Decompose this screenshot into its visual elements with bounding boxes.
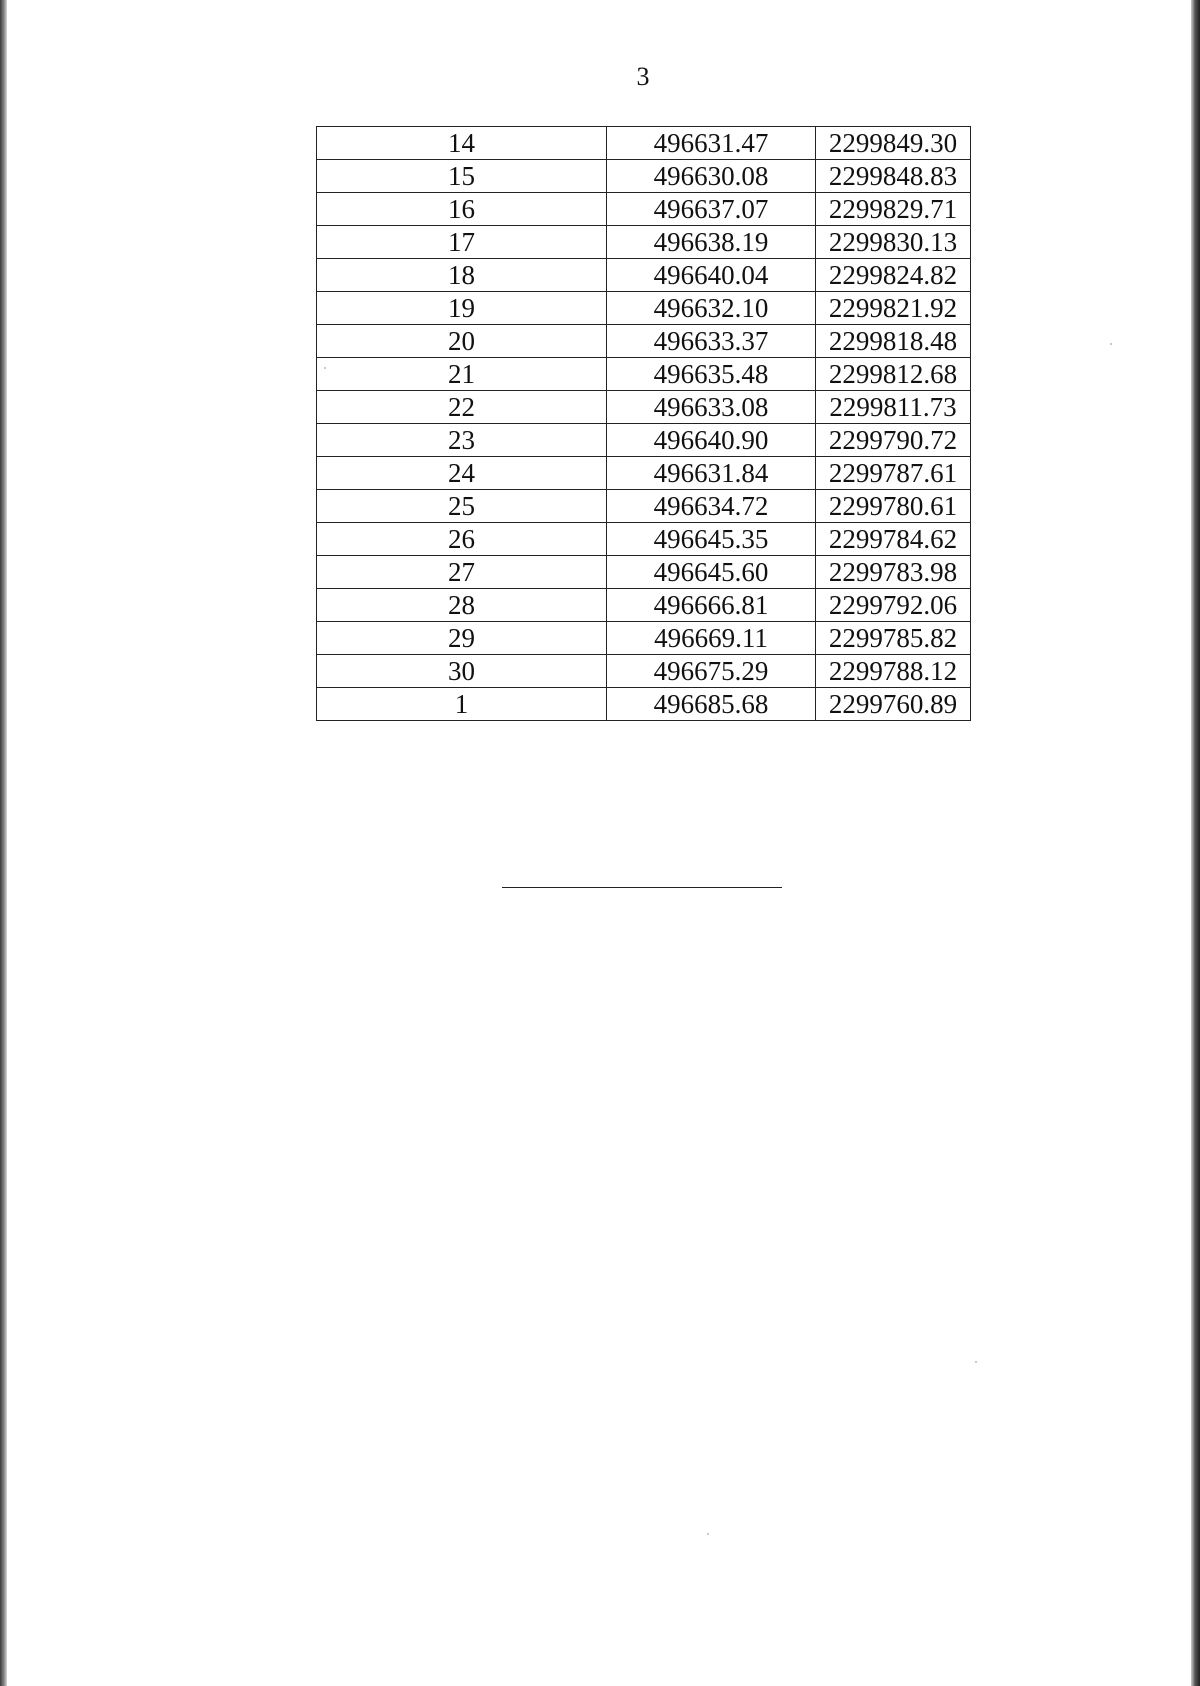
table-row — [317, 556, 971, 589]
point-number-cell: 22 — [317, 391, 607, 424]
scan-speck — [324, 367, 326, 369]
point-number-cell: 27 — [317, 556, 607, 589]
table-row — [317, 688, 971, 721]
coordinates-table-body — [317, 127, 971, 721]
y-coordinate-cell: 2299818.48 — [816, 325, 971, 358]
table-row — [317, 655, 971, 688]
table-row — [317, 622, 971, 655]
end-of-document-rule — [502, 887, 782, 888]
y-coordinate-cell: 2299790.72 — [816, 424, 971, 457]
x-coordinate-cell: 496637.07 — [607, 193, 816, 226]
point-number-cell: 24 — [317, 457, 607, 490]
point-number-cell: 25 — [317, 490, 607, 523]
x-coordinate-cell: 496638.19 — [607, 226, 816, 259]
scan-edge-right — [1191, 0, 1200, 1686]
page-number: 3 — [636, 62, 650, 91]
x-coordinate-cell: 496631.47 — [607, 127, 816, 160]
x-coordinate-cell: 496635.48 — [607, 358, 816, 391]
x-coordinate-cell: 496685.68 — [607, 688, 816, 721]
point-number-cell: 16 — [317, 193, 607, 226]
point-number-cell: 23 — [317, 424, 607, 457]
table-row — [317, 391, 971, 424]
table-row — [317, 292, 971, 325]
scan-speck — [707, 1533, 709, 1535]
point-number-cell: 18 — [317, 259, 607, 292]
point-number-cell: 19 — [317, 292, 607, 325]
x-coordinate-cell: 496666.81 — [607, 589, 816, 622]
y-coordinate-cell: 2299849.30 — [816, 127, 971, 160]
point-number-cell: 21 — [317, 358, 607, 391]
point-number-cell: 17 — [317, 226, 607, 259]
x-coordinate-cell: 496675.29 — [607, 655, 816, 688]
y-coordinate-cell: 2299788.12 — [816, 655, 971, 688]
y-coordinate-cell: 2299783.98 — [816, 556, 971, 589]
y-coordinate-cell: 2299830.13 — [816, 226, 971, 259]
x-coordinate-cell: 496640.04 — [607, 259, 816, 292]
y-coordinate-cell: 2299787.61 — [816, 457, 971, 490]
y-coordinate-cell: 2299780.61 — [816, 490, 971, 523]
table-row — [317, 127, 971, 160]
point-number-cell: 29 — [317, 622, 607, 655]
point-number-cell: 26 — [317, 523, 607, 556]
y-coordinate-cell: 2299785.82 — [816, 622, 971, 655]
scan-speck — [975, 1361, 977, 1363]
y-coordinate-cell: 2299812.68 — [816, 358, 971, 391]
y-coordinate-cell: 2299784.62 — [816, 523, 971, 556]
coordinates-table — [316, 126, 971, 721]
table-row — [317, 358, 971, 391]
x-coordinate-cell: 496645.35 — [607, 523, 816, 556]
point-number-cell: 1 — [317, 688, 607, 721]
y-coordinate-cell: 2299792.06 — [816, 589, 971, 622]
x-coordinate-cell: 496632.10 — [607, 292, 816, 325]
x-coordinate-cell: 496669.11 — [607, 622, 816, 655]
scan-speck — [1110, 343, 1112, 345]
y-coordinate-cell: 2299829.71 — [816, 193, 971, 226]
table-row — [317, 259, 971, 292]
y-coordinate-cell: 2299824.82 — [816, 259, 971, 292]
table-row — [317, 523, 971, 556]
x-coordinate-cell: 496631.84 — [607, 457, 816, 490]
scan-edge-left — [0, 0, 7, 1686]
y-coordinate-cell: 2299760.89 — [816, 688, 971, 721]
x-coordinate-cell: 496633.37 — [607, 325, 816, 358]
table-row — [317, 193, 971, 226]
table-row — [317, 589, 971, 622]
point-number-cell: 14 — [317, 127, 607, 160]
x-coordinate-cell: 496634.72 — [607, 490, 816, 523]
table-row — [317, 325, 971, 358]
table-row — [317, 457, 971, 490]
point-number-cell: 20 — [317, 325, 607, 358]
y-coordinate-cell: 2299821.92 — [816, 292, 971, 325]
table-row — [317, 160, 971, 193]
table-row — [317, 490, 971, 523]
point-number-cell: 28 — [317, 589, 607, 622]
x-coordinate-cell: 496640.90 — [607, 424, 816, 457]
x-coordinate-cell: 496630.08 — [607, 160, 816, 193]
table-row — [317, 424, 971, 457]
point-number-cell: 15 — [317, 160, 607, 193]
point-number-cell: 30 — [317, 655, 607, 688]
table-row — [317, 226, 971, 259]
x-coordinate-cell: 496633.08 — [607, 391, 816, 424]
y-coordinate-cell: 2299848.83 — [816, 160, 971, 193]
y-coordinate-cell: 2299811.73 — [816, 391, 971, 424]
x-coordinate-cell: 496645.60 — [607, 556, 816, 589]
